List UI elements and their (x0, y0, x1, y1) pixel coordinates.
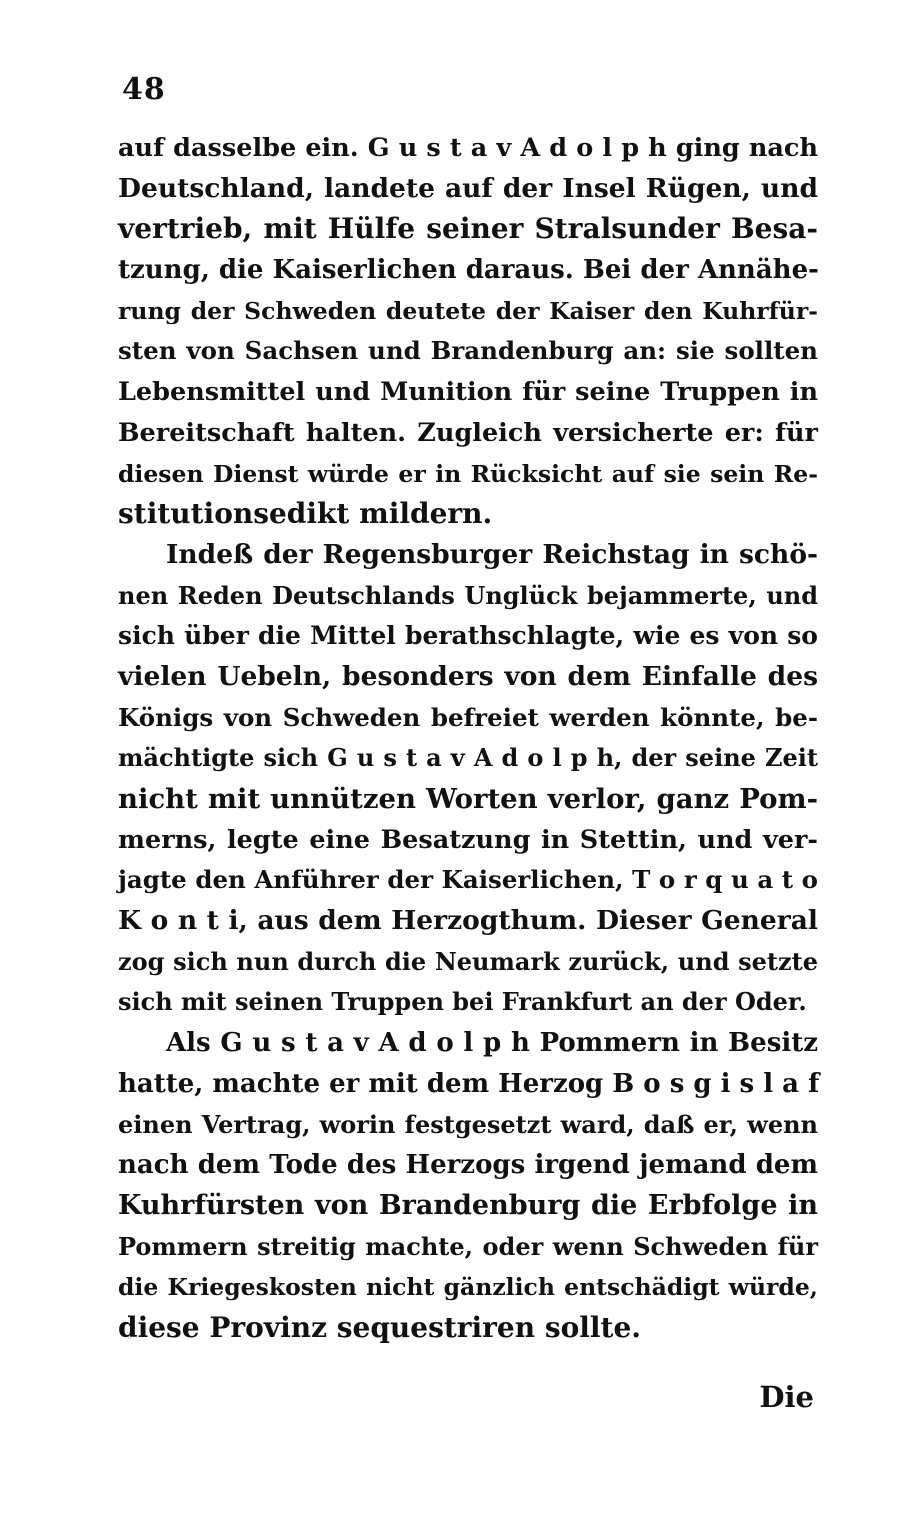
text-line: zog sich nun durch die Neumark zurück, und setzte (118, 946, 818, 976)
text-line: nen Reden Deutschlands Unglück bejammerte, und (118, 580, 818, 610)
text-line: Pommern streitig machte, oder wenn Schweden für (118, 1231, 818, 1261)
text-line: jagte den Anführer der Kaiserlichen, T o r q u a t o (118, 865, 818, 895)
paragraph-2 (118, 535, 818, 1023)
text-line: sten von Sachsen und Brandenburg an: sie sollten (118, 336, 818, 366)
text-line: K o n t i, aus dem Herzogthum. Dieser General (118, 905, 818, 937)
text-line: Lebensmittel und Munition für seine Truppen in (118, 377, 818, 408)
page-number: 48 (122, 72, 166, 107)
text-line: auf dasselbe ein. G u s t a v A d o l p h ging nach (118, 133, 818, 163)
text-line: vertrieb, mit Hülfe seiner Stralsunder Besa- (118, 212, 818, 246)
text-line: Königs von Schweden befreiet werden könnte, be- (118, 702, 818, 732)
text-line: hatte, machte er mit dem Herzog B o s g i s l a f (118, 1068, 820, 1099)
text-line: Deutschland, landete auf der Insel Rügen, und (118, 172, 818, 204)
text-line: merns, legte eine Besatzung in Stettin, und ver- (118, 824, 818, 855)
body-text (118, 128, 818, 1349)
catchword: Die (759, 1380, 814, 1414)
text-line: sich mit seinen Truppen bei Frankfurt an der Oder. (118, 987, 807, 1017)
text-line: nicht mit unnützen Worten verlor, ganz Pom- (118, 783, 818, 815)
text-line: nach dem Tode des Herzogs irgend jemand dem (118, 1150, 818, 1181)
text-line: einen Vertrag, worin festgesetzt ward, daß er, wenn (118, 1109, 818, 1139)
text-line: tzung, die Kaiserlichen daraus. Bei der Annähe- (118, 255, 819, 286)
text-line: diesen Dienst würde er in Rücksicht auf sie sein Re- (118, 459, 818, 488)
text-line: vielen Uebeln, besonders von dem Einfalle des (118, 660, 818, 692)
text-line: Kuhrfürsten von Brandenburg die Erbfolge in (118, 1189, 818, 1221)
paragraph-1 (118, 128, 818, 535)
text-line: die Kriegeskosten nicht gänzlich entschädigt würde, (118, 1273, 818, 1302)
text-line: rung der Schweden deutete der Kaiser den Kuhrfür- (118, 296, 818, 325)
text-line: Indeß der Regensburger Reichstag in schö- (166, 538, 818, 570)
paragraph-3 (118, 1023, 818, 1349)
text-line: Bereitschaft halten. Zugleich versicherte er: für (118, 417, 818, 448)
text-line: mächtigte sich G u s t a v A d o l p h, der seine Zeit (118, 743, 818, 773)
text-line: diese Provinz sequestriren sollte. (118, 1310, 642, 1344)
text-line: sich über die Mittel berathschlagte, wie es von so (118, 621, 818, 651)
text-line: Als G u s t a v A d o l p h Pommern in Besitz (166, 1028, 818, 1059)
text-line: stitutionsedikt mildern. (118, 497, 493, 531)
